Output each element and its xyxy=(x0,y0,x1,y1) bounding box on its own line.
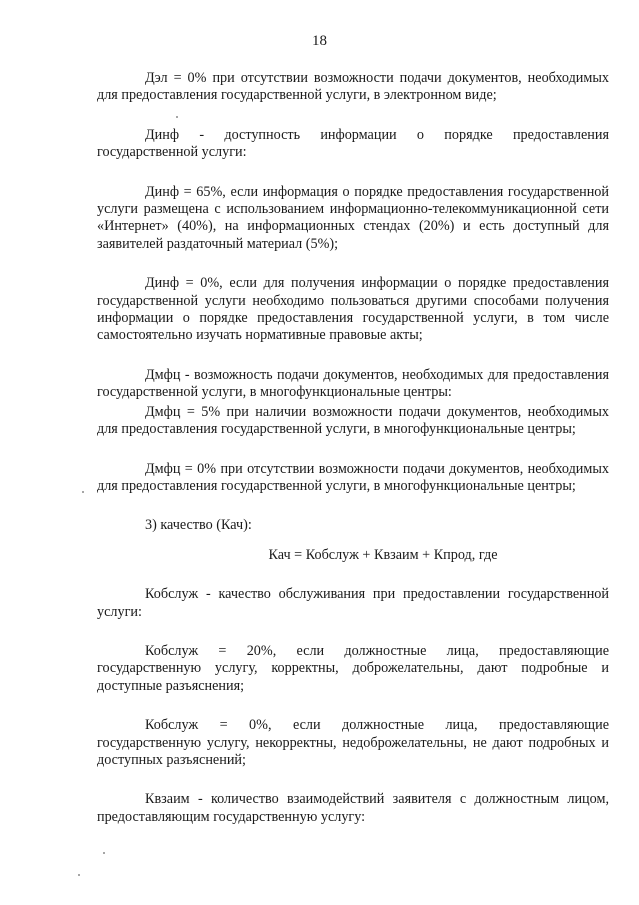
paragraph-dinf-65: Динф = 65%, если информация о порядке предоставления государственной услуги размещена с использованием информационно-телекоммуникационной сети «Интернет» (40%), на информационных стендах (20%) и есть доступный для заявителей раздаточный материал (5%); xyxy=(97,183,609,252)
paragraph-dmfc-zero: Дмфц = 0% при отсутствии возможности подачи документов, необходимых для предоставления государственной услуги, в многофункциональные центры; xyxy=(97,460,609,494)
paragraph-kobsluzh-20: Кобслуж = 20%, если должностные лица, предоставляющие государственную услугу, корректны, доброжелательны, дают подробные и доступные разъяснения; xyxy=(97,642,609,694)
scan-speck xyxy=(103,852,105,854)
paragraph-kobsluzh-zero: Кобслуж = 0%, если должностные лица, предоставляющие государственную услугу, некорректны, недоброжелательны, не дают подробных и доступных разъяснений; xyxy=(97,717,609,768)
scan-speck xyxy=(176,116,178,118)
paragraph-dinf-definition: Динф - доступность информации о порядке предоставления государственной услуги: xyxy=(97,126,609,161)
paragraph-quality-heading: 3) качество (Кач): xyxy=(145,517,252,534)
paragraph-kobsluzh-definition: Кобслуж - качество обслуживания при предоставлении государственной услуги: xyxy=(97,586,609,620)
scan-speck xyxy=(78,874,80,876)
paragraph-dinf-zero: Динф = 0%, если для получения информации о порядке предоставления государственной услуги необходимо пользоваться другими способами получения информации о порядке предоставления государственной услуги, в том числе самостоятельно изучать нормативные правовые акты; xyxy=(97,275,609,344)
paragraph-dmfc-definition: Дмфц - возможность подачи документов, необходимых для предоставления государственной услуги, в многофункциональные центры: xyxy=(97,366,609,401)
scan-speck xyxy=(82,491,84,493)
paragraph-dmfc-5: Дмфц = 5% при наличии возможности подачи документов, необходимых для предоставления государственной услуги, в многофункциональные центры; xyxy=(97,403,609,438)
page-body xyxy=(97,70,609,826)
paragraph-del-zero: Дэл = 0% при отсутствии возможности подачи документов, необходимых для предоставления государственной услуги, в электронном виде; xyxy=(97,70,609,104)
page-number: 18 xyxy=(312,33,327,49)
formula-quality: Кач = Кобслуж + Квзаим + Кпрод, где xyxy=(268,546,498,563)
paragraph-kvzaim-definition: Квзаим - количество взаимодействий заявителя с должностным лицом, предоставляющим государственную услугу: xyxy=(97,791,609,825)
